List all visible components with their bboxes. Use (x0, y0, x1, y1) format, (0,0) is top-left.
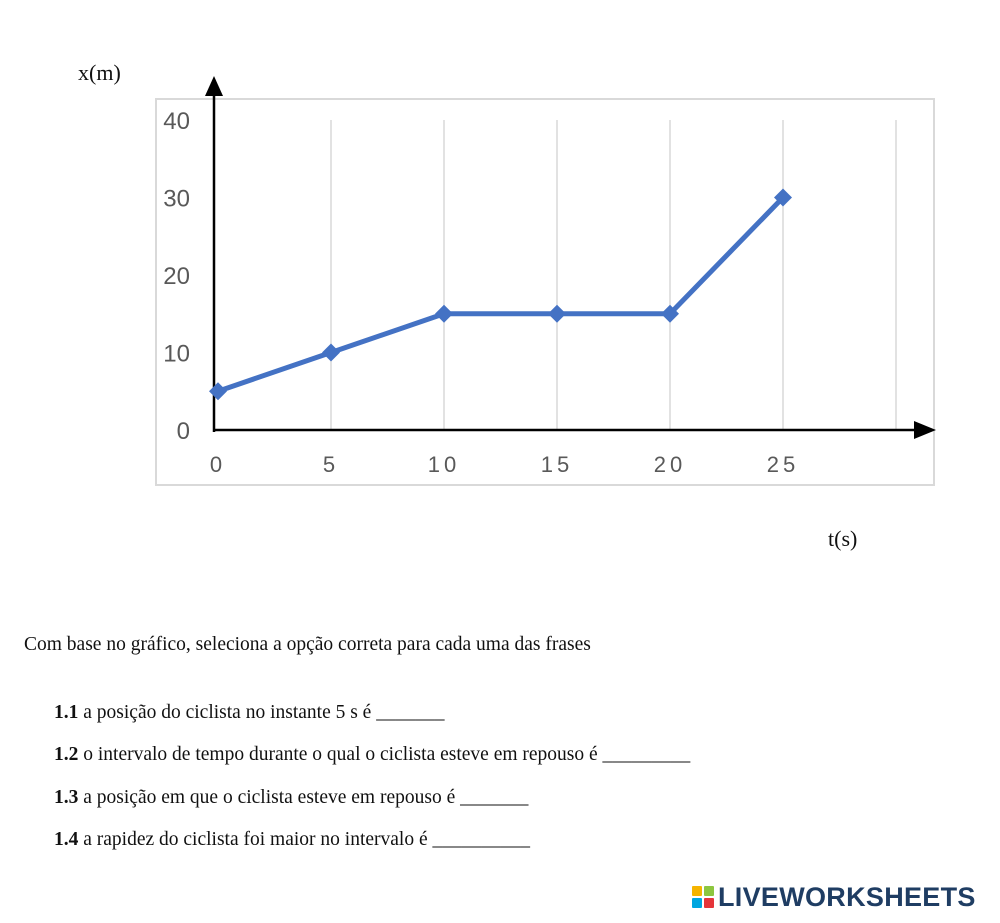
data-point-marker (209, 382, 227, 400)
question-text: o intervalo de tempo durante o qual o ciclista esteve em repouso é (83, 744, 598, 765)
x-tick-label: 15 (540, 452, 574, 477)
y-tick-label: 0 (176, 418, 190, 445)
logo-square (704, 898, 714, 908)
question-number: 1.3 (54, 787, 79, 808)
y-axis-arrow (205, 76, 223, 96)
logo-square (692, 898, 702, 908)
y-tick-label: 40 (163, 108, 190, 135)
x-axis-label: t(s) (828, 526, 858, 551)
question-number: 1.4 (54, 829, 79, 850)
series-line (218, 198, 783, 392)
data-point-marker (435, 305, 453, 323)
x-tick-label: 20 (653, 452, 687, 477)
logo-square (692, 886, 702, 896)
answer-blank[interactable]: _________ (602, 744, 691, 765)
question-1-1 (54, 702, 444, 724)
brand-name: LIVEWORKSHEETS (718, 881, 976, 912)
answer-blank[interactable]: _______ (460, 787, 529, 808)
answer-blank[interactable]: _______ (376, 702, 445, 723)
data-point-marker (322, 344, 340, 362)
logo-square (704, 886, 714, 896)
question-1-2 (54, 744, 690, 766)
liveworksheets-logo (692, 880, 976, 914)
question-number: 1.2 (54, 744, 79, 765)
question-text: a posição em que o ciclista esteve em repouso é (83, 787, 456, 808)
instructions: Com base no gráfico, seleciona a opção correta para cada uma das frases (24, 634, 591, 655)
y-tick-label: 10 (163, 340, 190, 368)
x-tick-label: 25 (766, 452, 800, 477)
logo-icon (692, 886, 714, 908)
y-tick-label: 20 (163, 263, 190, 290)
y-tick-label: 30 (163, 185, 190, 213)
question-1-4 (54, 829, 530, 851)
data-point-marker (548, 305, 566, 323)
question-number: 1.1 (54, 702, 79, 723)
x-tick-label: 0 (209, 452, 227, 477)
question-text: a rapidez do ciclista foi maior no intervalo é (83, 829, 428, 850)
y-axis-label: x(m) (78, 60, 121, 85)
x-axis-arrow (914, 421, 936, 439)
x-tick-label: 10 (427, 452, 461, 477)
x-tick-label: 5 (322, 452, 340, 477)
question-text: a posição do ciclista no instante 5 s é (83, 702, 372, 723)
answer-blank[interactable]: __________ (432, 829, 530, 850)
question-1-3 (54, 787, 528, 809)
